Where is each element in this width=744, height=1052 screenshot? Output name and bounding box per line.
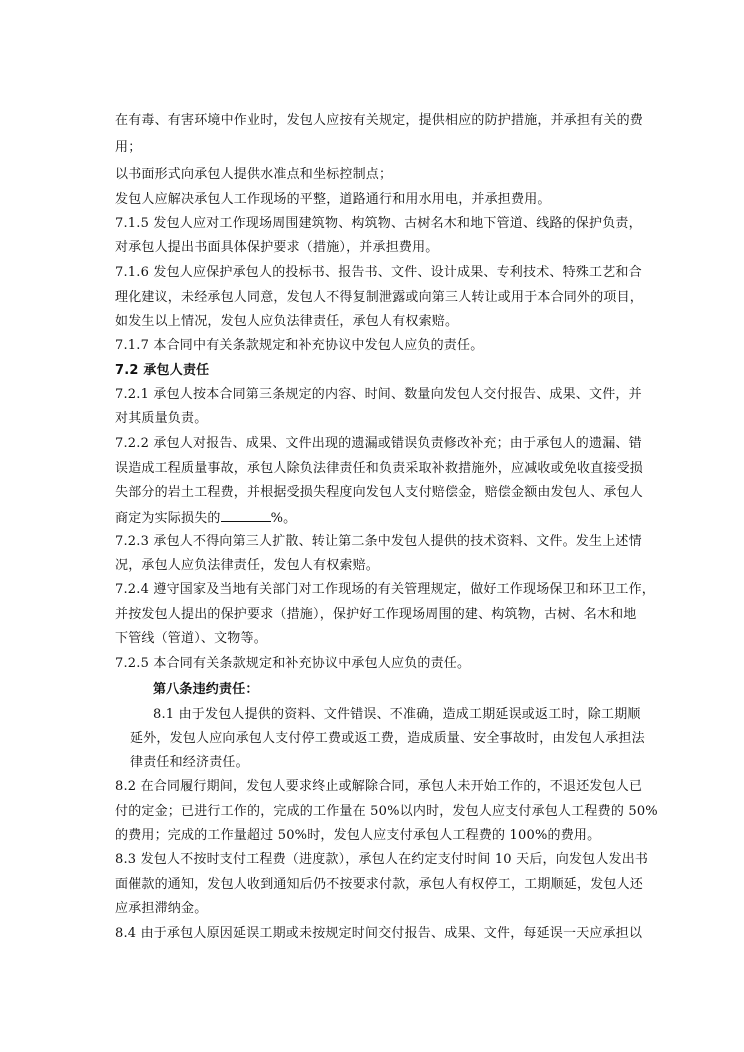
clause-8-4: 8.4 由于承包人原因延误工期或未按规定时间交付报告、成果、文件，每延误一天应承担以: [115, 926, 643, 941]
clause-8-1: 8.1 由于发包人提供的资料、文件错误、不准确，造成工期延误或返工时，除工期顺: [153, 707, 641, 722]
paragraph-line: 应承担滞纳金。: [115, 901, 208, 916]
blank-suffix-text: %。: [270, 511, 297, 526]
clause-7-2-5: 7.2.5 本合同有关条款规定和补充协议中承包人应负的责任。: [115, 656, 471, 671]
paragraph-line: 失部分的岩土工程费，并根据受损失程度向发包人支付赔偿金，赔偿金额由发包人、承包人: [115, 485, 644, 500]
clause-7-2-4: 7.2.4 遵守国家及当地有关部门对工作现场的有关管理规定，做好工作现场保卫和环卫工作，: [115, 582, 656, 597]
clause-7-2-1: 7.2.1 承包人按本合同第三条规定的内容、时间、数量向发包人交付报告、成果、文件，并: [115, 387, 642, 402]
paragraph-line: 延外，发包人应向承包人支付停工费或返工费，造成质量、安全事故时，由发包人承担法: [130, 731, 645, 746]
clause-8-3: 8.3 发包人不按时支付工程费（进度款），承包人在约定支付时间 10 天后，向发包人发出书: [115, 852, 649, 867]
clause-7-2-2: 7.2.2 承包人对报告、成果、文件出现的遗漏或错误负责修改补充；由于承包人的遗漏、错: [115, 436, 642, 451]
section-heading-7-2: 7.2 承包人责任: [115, 363, 210, 378]
paragraph-line: 误造成工程质量事故，承包人除负法律责任和负责采取补救措施外，应减收或免收直接受损: [115, 461, 644, 476]
paragraph-line: 下管线（管道）、文物等。: [115, 631, 267, 646]
paragraph-line: 律责任和经济责任。: [130, 755, 249, 770]
paragraph-line: 在有毒、有害环境中作业时，发包人应按有关规定，提供相应的防护措施，并承担有关的费: [115, 113, 644, 128]
paragraph-line: 并按发包人提出的保护要求（措施），保护好工作现场周围的建、构筑物，古树、名木和地: [115, 607, 637, 622]
fill-in-blank[interactable]: [221, 509, 271, 522]
paragraph-line: 对其质量负责。: [115, 411, 208, 426]
paragraph-line: 以书面形式向承包人提供水准点和坐标控制点；: [115, 167, 393, 182]
paragraph-line: 如发生以上情况，发包人应负法律责任，承包人有权索赔。: [115, 314, 459, 329]
clause-8-2: 8.2 在合同履行期间，发包人要求终止或解除合同，承包人未开始工作的，不退还发包人已: [115, 779, 643, 794]
clause-7-1-5: 7.1.5 发包人应对工作现场周围建筑物、构筑物、古树名木和地下管道、线路的保护负责，: [115, 216, 642, 231]
paragraph-line: 用；: [115, 140, 142, 155]
paragraph-line: 付的定金；已进行工作的，完成的工作量在 50%以内时，发包人应支付承包人工程费的 50%: [115, 804, 658, 819]
clause-7-1-6: 7.1.6 发包人应保护承包人的投标书、报告书、文件、设计成果、专利技术、特殊工艺和合: [115, 265, 642, 280]
paragraph-line: 面催款的通知，发包人收到通知后仍不按要求付款，承包人有权停工，工期顺延，发包人还: [115, 877, 644, 892]
paragraph-line: 理化建议，未经承包人同意，发包人不得复制泄露或向第三人转让或用于本合同外的项目，: [115, 290, 644, 305]
paragraph-line-with-blank: [115, 509, 296, 527]
section-heading-article-8: 第八条违约责任：: [153, 682, 259, 697]
clause-7-2-3: 7.2.3 承包人不得向第三人扩散、转让第二条中发包人提供的技术资料、文件。发生上述情: [115, 534, 642, 549]
clause-7-1-7: 7.1.7 本合同中有关条款规定和补充协议中发包人应负的责任。: [115, 338, 484, 353]
blank-prefix-text: 商定为实际损失的: [115, 511, 221, 526]
paragraph-line: 的费用；完成的工作量超过 50%时，发包人应支付承包人工程费的 100%的费用。: [115, 828, 601, 843]
paragraph-line: 况，承包人应负法律责任，发包人有权索赔。: [115, 558, 380, 573]
paragraph-line: 对承包人提出书面具体保护要求（措施），并承担费用。: [115, 240, 439, 255]
paragraph-line: 发包人应解决承包人工作现场的平整，道路通行和用水用电，并承担费用。: [115, 192, 551, 207]
